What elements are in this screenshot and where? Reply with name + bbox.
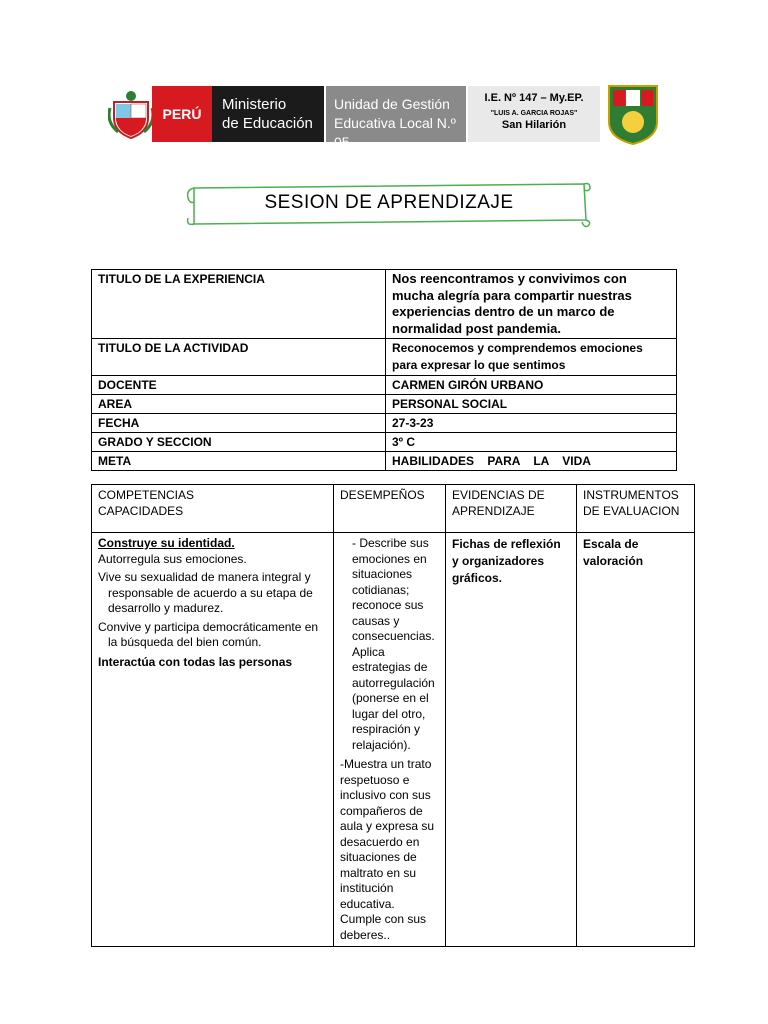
row-label: AREA (92, 395, 386, 414)
row-value: PERSONAL SOCIAL (386, 395, 677, 414)
row-label: META (92, 452, 386, 471)
table-row (92, 452, 677, 471)
table-row (92, 533, 695, 947)
header-evidencias (446, 485, 577, 533)
row-label: TITULO DE LA EXPERIENCIA (92, 270, 386, 339)
competencias-table (91, 484, 695, 947)
instrumentos-text: Escala de valoración (583, 537, 644, 568)
instrumentos-cell (577, 533, 695, 947)
ministerio-line-2: de Educación (222, 115, 313, 132)
row-label: GRADO Y SECCION (92, 433, 386, 452)
ministerio-label (212, 86, 324, 142)
row-label: FECHA (92, 414, 386, 433)
capacidades-cell (92, 533, 334, 947)
table-row (92, 395, 677, 414)
header-competencias (92, 485, 334, 533)
ugel-school-logo-icon (606, 82, 660, 146)
header-banner (104, 82, 660, 150)
ugel-line-1: Unidad de Gestión (334, 96, 450, 112)
header-evidencias-line2: APRENDIZAJE (452, 503, 535, 518)
evidencias-text: Fichas de reflexión y organizadores gráficos. (452, 537, 561, 585)
school-label (468, 86, 600, 142)
peru-label: PERÚ (152, 86, 212, 142)
school-name: I.E. Nº 147 – My.EP. (484, 92, 584, 104)
ugel-label (326, 86, 466, 150)
table-header-row (92, 485, 695, 533)
ministerio-line-1: Ministerio (222, 96, 287, 113)
competencia-title: Construye su identidad. (98, 536, 235, 550)
header-desempenos (334, 485, 446, 533)
row-value: 3º C (386, 433, 677, 452)
school-patron: "LUIS A. GARCIA ROJAS" (490, 110, 578, 117)
capacidad-item: Convive y participa democráticamente en la búsqueda del bien común. (98, 619, 319, 649)
header-instrumentos (577, 485, 695, 533)
header-evidencias-line1: EVIDENCIAS DE (452, 488, 545, 502)
ugel-line-2: Educativa Local N.º 05 (334, 115, 456, 150)
header-competencias-line2: CAPACIDADES (98, 503, 184, 518)
table-row (92, 433, 677, 452)
page-title: SESION DE APRENDIZAJE (264, 192, 514, 213)
table-row (92, 376, 677, 395)
row-value: CARMEN GIRÓN URBANO (386, 376, 677, 395)
peru-coat-of-arms-icon (108, 88, 154, 140)
table-row (92, 414, 677, 433)
row-label: TITULO DE LA ACTIVIDAD (92, 339, 386, 376)
row-value: 27-3-23 (386, 414, 677, 433)
header-desempenos-text: DESEMPEÑOS (340, 488, 425, 502)
row-value: Nos reencontramos y convivimos con mucha alegría para compartir nuestras experiencias dentro de un marco de normalidad post pandemia. (386, 270, 677, 339)
row-value: Reconocemos y comprendemos emociones para expresar lo que sentimos (386, 339, 677, 376)
row-label: DOCENTE (92, 376, 386, 395)
desempeno-item: - Describe sus emociones en situaciones cotidianas; reconoce sus causas y consecuencias. Aplica estrategias de autorregulación (ponerse en el lugar del otro, respiración y relajación). (352, 536, 435, 752)
desempeno-item: -Muestra un trato respetuoso e inclusivo con sus compañeros de aula y expresa su desacuerdo en situaciones de maltrato en su institución educativa. Cumple con sus deberes.. (340, 757, 435, 942)
table-row (92, 339, 677, 376)
header-instrumentos-line2: DE EVALUACION (583, 503, 680, 518)
desempenos-cell (334, 533, 446, 947)
header-competencias-line1: COMPETENCIAS (98, 488, 195, 502)
table-row (92, 270, 677, 339)
info-table (91, 269, 677, 471)
capacidad-item: Vive su sexualidad de manera integral y responsable de acuerdo a su etapa de desarrollo y madurez. (98, 570, 313, 615)
capacidad-extra: Interactúa con todas las personas (98, 654, 293, 669)
capacidad-item: Autorregula sus emociones. (98, 551, 247, 566)
header-instrumentos-line1: INSTRUMENTOS (583, 488, 679, 502)
row-value: HABILIDADES PARA LA VIDA (386, 452, 677, 471)
evidencias-cell (446, 533, 577, 947)
school-place: San Hilarión (501, 119, 567, 131)
